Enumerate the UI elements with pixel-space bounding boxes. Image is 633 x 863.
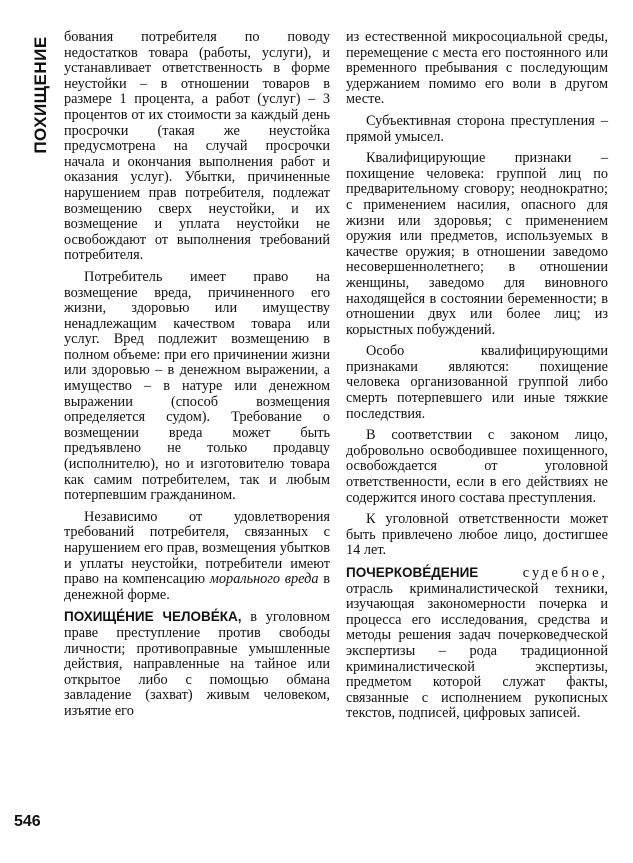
paragraph: бования потребителя по поводу недостатков товара (работы, услуги), и устанавливает ответственность в форме неустойки – в отношении товаров в размере 1 процента, а работ (услуг) – 3 процентов от их стоимости за каждый день просрочки (такая же неустойка предусмотрена на случай просрочки начала и окончания выполнения работ и оказания услуг). Убытки, причиненные нарушением прав потребителя, подлежат возмещению сверх неустойки, и их возмещение и уплата неустойки не освобождают от выполнения требований потребителя. <box>64 29 330 264</box>
entry-definition: отрасль криминалистической техники, изучающая закономерности почерка и процесса его исследования, средства и методы решения задач почерковедческой экспертизы – рода традиционной криминалистической экспертизы, предметом которой служат факты, связанные с исполнением рукописных текстов, подписей, цифровых записей. <box>346 580 608 722</box>
right-column <box>346 30 608 728</box>
entry-category: судебное, <box>478 565 608 581</box>
paragraph: К уголовной ответственности может быть привлечено любое лицо, достигшее 14 лет. <box>346 511 608 559</box>
running-header-text: ПОХИЩЕНИЕ <box>31 36 50 154</box>
entry-term: ПОХИЩЕ́НИЕ ЧЕЛОВЕ́КА, <box>64 609 242 625</box>
dictionary-entry <box>64 609 330 719</box>
paragraph <box>64 510 330 604</box>
paragraph-text: Независимо от удовлетворения требований потребителя, связанных с нарушением его прав, возмещения убытков и уплаты неустойки, потребители имеют право на компенсацию <box>64 508 330 588</box>
dictionary-entry <box>346 565 608 722</box>
paragraph: Потребитель имеет право на возмещение вреда, причиненного его жизни, здоровью или имуществу ненадлежащим качеством товара или услуг. Вред подлежит возмещению в полном объеме: при его причинении жизни или здоровью – в денежном выражении, а имущество – в натуре или денежном выражении (способ возмещения определяется судом). Требование о возмещении вреда может быть предъявлено не только продавцу (исполнителю), но и изготовителю товара как самим потребителем, так и любым потерпевшим гражданином. <box>64 268 330 504</box>
page-number: 546 <box>14 813 41 830</box>
left-column <box>64 30 330 726</box>
running-header <box>30 30 52 160</box>
entry-term: ПОЧЕРКОВЕ́ДЕНИЕ <box>346 565 479 580</box>
paragraph: Субъективная сторона преступления – прямой умысел. <box>346 112 608 145</box>
cross-reference: морального вреда <box>209 571 319 588</box>
paragraph-text: в денежной форме. <box>64 571 330 603</box>
paragraph: Особо квалифицирующими признаками являются: похищение человека организованной группой либо смерть потерпевшего или иные тяжкие последствия. <box>346 343 608 422</box>
paragraph: Квалифицирующие признаки – похищение человека: группой лиц по предварительному сговору; неоднократно; с применением насилия, опасного для жизни или здоровья; с применением оружия или предметов, используемых в качестве оружия; в отношении заведомо несовершеннолетнего; в отношении женщины, заведомо для виновного находящейся в состоянии беременности; в отношении двух или более лиц; из корыстных побуждений. <box>346 150 608 338</box>
paragraph: В соответствии с законом лицо, добровольно освободившее похищенного, освобождается от уголовной ответственности, если в его действиях не содержится иного состава преступления. <box>346 427 608 506</box>
entry-definition: в уголовном праве преступление против свободы личности; противоправные умышленные действия, направленные на тайное или открытое либо с помощью обмана завладение (захват) живым человеком, изъятие его <box>64 609 331 719</box>
paragraph: из естественной микросоциальной среды, перемещение с места его постоянного или временного пребывания с последующим удержанием помимо его воли в другом месте. <box>346 29 608 108</box>
